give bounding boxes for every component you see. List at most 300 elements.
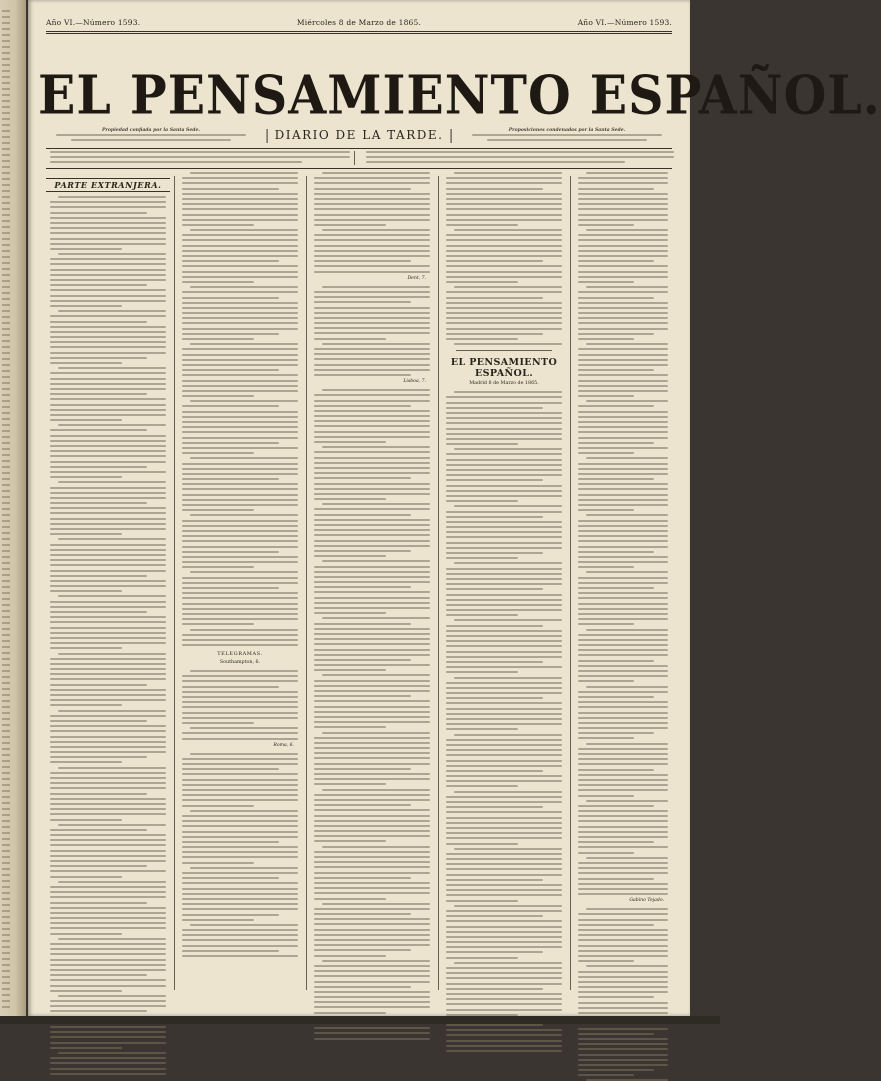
text-line: [314, 659, 411, 661]
text-line: [2, 52, 10, 54]
text-line: [50, 284, 147, 286]
text-line: [314, 271, 430, 273]
text-line: [50, 777, 166, 779]
text-line: [182, 831, 298, 833]
news-sign-2: Lisboa, 7.: [403, 379, 426, 385]
text-line: [182, 390, 298, 392]
text-line: [182, 426, 298, 428]
text-line: [182, 799, 298, 801]
text-line: [578, 893, 668, 895]
text-line: [182, 603, 298, 605]
text-line: [578, 981, 668, 983]
text-line: [314, 1032, 430, 1034]
text-line: [578, 431, 668, 433]
text-line: [578, 934, 668, 936]
text-line: [2, 526, 10, 528]
text-line: [50, 850, 166, 852]
text-line: [190, 670, 298, 672]
text-line: [578, 1054, 668, 1056]
text-line: [446, 806, 543, 808]
text-line: [314, 877, 411, 879]
text-line: [314, 260, 411, 262]
text-line: [314, 986, 411, 988]
text-line: [2, 340, 10, 342]
text-line: [182, 587, 279, 589]
editorial-dateline: Madrid 8 de Marzo de 1865.: [469, 381, 539, 387]
text-line: [50, 704, 122, 706]
text-line: [578, 291, 668, 293]
text-line: [2, 364, 10, 366]
text-line: [578, 551, 654, 553]
text-line: [190, 172, 298, 174]
text-line: [446, 894, 562, 896]
text-line: [50, 1073, 166, 1075]
text-line: [578, 577, 668, 579]
text-line: [50, 497, 166, 499]
text-line: [182, 416, 298, 418]
text-line: [2, 88, 10, 90]
text-line: [2, 34, 10, 36]
text-line: [182, 348, 298, 350]
text-line: [2, 874, 10, 876]
text-line: [578, 955, 668, 957]
text-line: [446, 604, 562, 606]
text-line: [446, 682, 562, 684]
text-line: [2, 502, 10, 504]
text-line: [446, 645, 562, 647]
text-line: [578, 913, 668, 915]
text-line: [446, 936, 562, 938]
text-line: [446, 338, 518, 340]
text-line: [182, 488, 298, 490]
text-line: [50, 953, 166, 955]
text-line: [314, 706, 430, 708]
text-line: [578, 986, 668, 988]
text-line: [50, 440, 166, 442]
text-line: [2, 190, 10, 192]
text-line: [2, 130, 10, 132]
text-line: [182, 333, 279, 335]
text-line: [578, 649, 668, 651]
text-line: [182, 763, 298, 765]
text-line: [446, 723, 562, 725]
text-line: [446, 1034, 562, 1036]
text-line: [50, 896, 166, 898]
text-line: [182, 530, 298, 532]
text-line: [578, 390, 668, 392]
text-line: [182, 312, 298, 314]
text-line: [586, 286, 668, 288]
text-line: [314, 250, 430, 252]
text-line: [182, 447, 298, 449]
text-line: [182, 188, 279, 190]
text-line: [322, 286, 430, 288]
text-line: [446, 874, 562, 876]
text-line: [314, 794, 430, 796]
text-line: [578, 732, 654, 734]
text-line: [446, 998, 562, 1000]
tagline-left-title: Propiedad confiada por la Santa Sede.: [101, 128, 201, 133]
text-line: [50, 414, 166, 416]
text-line: [2, 580, 10, 582]
text-line: [2, 982, 10, 984]
text-line: [578, 608, 668, 610]
text-line: [446, 900, 518, 902]
text-line: [578, 924, 654, 926]
text-line: [314, 944, 430, 946]
text-line: [314, 861, 430, 863]
editorial-heading: EL PENSAMIENTO ESPAÑOL.: [450, 357, 558, 380]
text-line: [446, 697, 543, 699]
article-foreign-news: [46, 196, 170, 1075]
text-line: [578, 722, 668, 724]
text-line: [446, 198, 562, 200]
text-line: [50, 315, 166, 317]
text-line: [322, 903, 430, 905]
text-line: [2, 532, 10, 534]
text-line: [182, 789, 298, 791]
text-line: [578, 820, 668, 822]
text-line: [2, 298, 10, 300]
text-line: [50, 232, 166, 234]
text-line: [50, 933, 122, 935]
text-line: [182, 717, 298, 719]
text-line: [314, 508, 430, 510]
text-line: [314, 757, 430, 759]
text-line: [50, 746, 166, 748]
column-3: [310, 172, 434, 996]
text-line: [578, 737, 634, 739]
text-line: [578, 769, 654, 771]
text-line: [578, 364, 668, 366]
text-line: [446, 1003, 562, 1005]
text-line: [50, 1042, 166, 1044]
text-line: [578, 177, 668, 179]
text-line: [446, 785, 518, 787]
text-line: [50, 466, 147, 468]
text-line: [314, 462, 430, 464]
text-line: [2, 754, 10, 756]
text-line: [190, 514, 298, 516]
text-line: [578, 603, 668, 605]
text-line: [2, 70, 10, 72]
text-line: [446, 1024, 543, 1026]
text-line: [314, 519, 430, 521]
text-line: [578, 535, 668, 537]
text-line: [314, 949, 411, 951]
text-line: [2, 844, 10, 846]
text-line: [2, 682, 10, 684]
text-line: [578, 338, 634, 340]
text-line: [182, 302, 298, 304]
text-line: [2, 520, 10, 522]
text-line: [182, 374, 298, 376]
text-line: [454, 448, 562, 450]
text-line: [578, 779, 668, 781]
text-line: [446, 428, 562, 430]
text-line: [446, 1009, 562, 1011]
text-line: [314, 415, 430, 417]
text-line: [2, 622, 10, 624]
text-line: [2, 616, 10, 618]
text-line: [586, 343, 668, 345]
text-line: [50, 305, 122, 307]
issue-date: Miércoles 8 de Marzo de 1865.: [296, 18, 422, 27]
text-line: [314, 550, 411, 552]
text-line: [578, 426, 668, 428]
text-line: [578, 784, 668, 786]
text-line: [50, 632, 166, 634]
text-line: [2, 910, 10, 912]
text-line: [446, 863, 562, 865]
text-line: [314, 669, 386, 671]
text-line: [578, 758, 668, 760]
text-line: [578, 774, 668, 776]
text-line: [50, 429, 147, 431]
text-line: [190, 727, 298, 729]
text-line: [182, 385, 298, 387]
text-line: [182, 805, 254, 807]
text-line: [2, 856, 10, 858]
text-line: [578, 929, 668, 931]
news-text-3: [310, 389, 434, 1039]
text-line: [58, 881, 166, 883]
text-line: [50, 730, 166, 732]
text-line: [182, 841, 279, 843]
text-line: [578, 198, 668, 200]
text-line: [578, 795, 634, 797]
text-line: [2, 22, 10, 24]
news-text-1: [310, 172, 434, 273]
text-line: [446, 291, 562, 293]
text-line: [50, 570, 166, 572]
text-line: [182, 421, 298, 423]
text-line: [50, 450, 166, 452]
text-line: [314, 804, 411, 806]
text-line: [578, 566, 634, 568]
text-line: [50, 829, 147, 831]
text-line: [314, 763, 430, 765]
text-line: [314, 182, 430, 184]
text-line: [182, 193, 298, 195]
text-line: [182, 903, 298, 905]
text-line: [50, 948, 166, 950]
text-line: [314, 586, 411, 588]
text-line: [578, 193, 668, 195]
text-line: [446, 265, 562, 267]
text-line: [578, 271, 668, 273]
text-line: [578, 468, 668, 470]
text-line: [2, 322, 10, 324]
text-line: [50, 476, 122, 478]
closing-text: [574, 908, 672, 1081]
text-line: [50, 793, 147, 795]
text-line: [2, 484, 10, 486]
text-line: [2, 256, 10, 258]
previous-page-edge: [0, 0, 26, 1024]
text-line: [578, 852, 634, 854]
text-line: [2, 406, 10, 408]
text-line: [50, 533, 122, 535]
text-line: [314, 353, 430, 355]
text-line: [50, 1026, 166, 1028]
text-line: [446, 402, 562, 404]
text-line: [314, 493, 430, 495]
text-line: [50, 720, 147, 722]
text-line: [314, 358, 430, 360]
text-line: [314, 534, 430, 536]
text-line: [182, 317, 298, 319]
text-line: [190, 629, 298, 631]
text-line: [578, 442, 654, 444]
text-line: [50, 419, 122, 421]
text-line: [182, 893, 298, 895]
text-line: [2, 424, 10, 426]
text-line: [2, 610, 10, 612]
text-line: [314, 633, 430, 635]
text-line: [2, 286, 10, 288]
text-line: [314, 638, 430, 640]
telegram-text-2: [178, 753, 302, 957]
text-line: [50, 201, 166, 203]
text-line: [50, 1062, 166, 1064]
text-line: [182, 494, 298, 496]
text-line: [50, 248, 122, 250]
text-line: [446, 433, 562, 435]
telegram-sign: Roma, 6.: [273, 742, 294, 748]
tagline-right: [462, 128, 672, 144]
text-line: [446, 739, 562, 741]
text-line: [190, 753, 298, 755]
issue-line: [46, 18, 672, 27]
text-line: [578, 224, 634, 226]
text-line: [182, 260, 279, 262]
text-line: [314, 700, 430, 702]
text-line: [578, 644, 668, 646]
text-line: [314, 1006, 430, 1008]
text-line: [446, 531, 562, 533]
text-line: [50, 528, 166, 530]
text-line: [314, 773, 430, 775]
text-line: [50, 461, 166, 463]
text-line: [454, 848, 562, 850]
text-line: [50, 601, 166, 603]
text-line: [2, 718, 10, 720]
text-line: [454, 172, 562, 174]
text-line: [314, 783, 386, 785]
text-line: [314, 312, 430, 314]
editorial-continued: [574, 172, 672, 895]
text-line: [578, 654, 668, 656]
text-line: [182, 411, 298, 413]
text-line: [446, 547, 562, 549]
text-line: [2, 904, 10, 906]
text-line: [2, 382, 10, 384]
text-line: [446, 868, 562, 870]
text-line: [578, 525, 668, 527]
text-line: [314, 939, 430, 941]
text-line: [446, 245, 562, 247]
text-line: [314, 882, 430, 884]
text-line: [182, 846, 298, 848]
text-line: [446, 469, 562, 471]
text-line: [446, 801, 562, 803]
text-line: [50, 435, 166, 437]
text-line: [314, 296, 430, 298]
text-line: [578, 613, 668, 615]
text-line: [58, 424, 166, 426]
text-line: [578, 1033, 654, 1035]
text-line: [578, 488, 668, 490]
text-line: [50, 839, 166, 841]
text-line: [314, 394, 430, 396]
text-line: [578, 706, 668, 708]
text-line: [446, 1045, 562, 1047]
text-line: [50, 865, 147, 867]
text-line: [446, 749, 562, 751]
subscription-points: [362, 151, 678, 167]
text-line: [50, 637, 166, 639]
text-line: [190, 229, 298, 231]
text-line: [182, 929, 298, 931]
text-line: [446, 713, 562, 715]
text-line: [50, 611, 147, 613]
text-line: [50, 404, 166, 406]
text-line: [314, 835, 430, 837]
text-line: [50, 855, 166, 857]
text-line: [314, 898, 386, 900]
text-line: [314, 664, 430, 666]
text-line: [2, 928, 10, 930]
text-line: [182, 634, 298, 636]
text-line: [314, 472, 430, 474]
text-line: [182, 437, 298, 439]
text-line: [2, 292, 10, 294]
text-line: [586, 800, 668, 802]
text-line: [182, 758, 298, 760]
text-line: [314, 307, 430, 309]
text-line: [314, 840, 386, 842]
text-line: [578, 540, 668, 542]
text-line: [446, 271, 562, 273]
text-line: [50, 787, 166, 789]
text-line: [182, 540, 298, 542]
text-line: [2, 334, 10, 336]
text-line: [578, 520, 668, 522]
text-line: [446, 754, 562, 756]
text-line: [314, 400, 430, 402]
text-line: [182, 691, 298, 693]
text-line: [314, 540, 430, 542]
text-line: [446, 827, 562, 829]
text-line: [50, 321, 147, 323]
text-line: [314, 405, 411, 407]
text-line: [314, 612, 386, 614]
text-line: [50, 362, 122, 364]
text-line: [578, 1048, 668, 1050]
text-line: [190, 867, 298, 869]
text-line: [314, 690, 430, 692]
text-line: [2, 76, 10, 78]
text-line: [58, 710, 166, 712]
news-text-2: [310, 286, 434, 376]
text-line: [578, 354, 668, 356]
text-line: [578, 618, 668, 620]
text-line: [314, 752, 430, 754]
text-line: [2, 814, 10, 816]
text-line: [586, 857, 668, 859]
text-line: [2, 544, 10, 546]
